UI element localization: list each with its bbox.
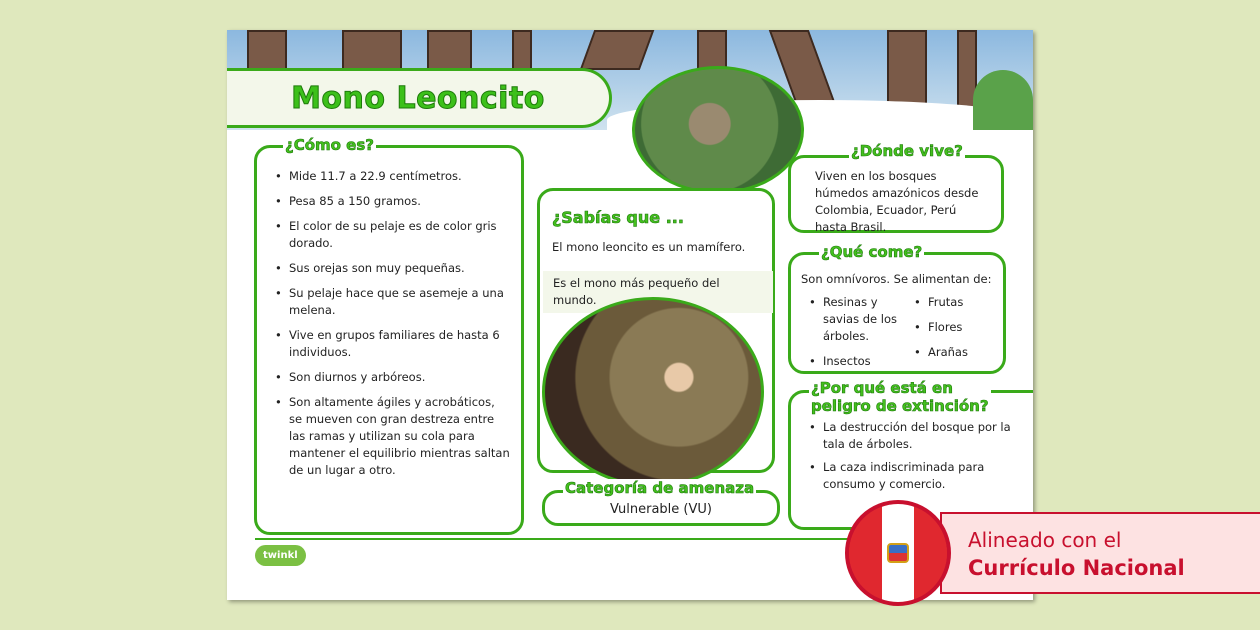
food-item: • Resinas y savias de los árboles. [801, 294, 906, 345]
peligro-heading-line1: ¿Por qué está en [811, 379, 953, 397]
que-come-intro: Son omnívoros. Se alimentan de: [801, 272, 992, 286]
monkey-photo [542, 297, 764, 487]
donde-heading: ¿Dónde vive? [851, 142, 963, 160]
sabias-heading: ¿Sabías que ... [552, 208, 684, 227]
list-item: • Mide 11.7 a 22.9 centímetros. [267, 168, 511, 185]
fact-1: El mono leoncito es un mamífero. [552, 240, 746, 254]
peligro-heading [809, 379, 991, 415]
list-item: • Su pelaje hace que se asemeje a una melena. [267, 285, 511, 319]
list-item: • El color de su pelaje es de color gris dorado. [267, 218, 511, 252]
badge-line1: Alineado con el [968, 528, 1122, 552]
categoria-heading: Categoría de amenaza [565, 479, 755, 497]
que-come-heading: ¿Qué come? [821, 243, 923, 261]
donde-text: Viven en los bosques húmedos amazónicos desde Colombia, Ecuador, Perú hasta Brasil. [815, 169, 979, 234]
twinkl-logo: twinkl [255, 545, 306, 566]
food-item: • Frutas [906, 294, 968, 311]
list-item: • Sus orejas son muy pequeñas. [267, 260, 511, 277]
donde-vive-box [788, 142, 1004, 234]
peru-flag-icon [845, 500, 951, 606]
food-item: • Arañas [906, 344, 968, 361]
como-es-box [254, 136, 524, 535]
como-es-heading: ¿Cómo es? [285, 136, 374, 154]
page-title: Mono Leoncito [291, 80, 545, 116]
coat-of-arms-icon [887, 543, 909, 563]
que-come-box [788, 243, 1006, 374]
curriculum-badge [940, 512, 1260, 594]
title-banner [227, 68, 612, 128]
monkey-illustration [632, 66, 804, 194]
peligro-heading-line2: peligro de extinción? [811, 397, 989, 415]
fact-2: Es el mono más pequeño del mundo. [543, 271, 773, 313]
list-item: • La caza indiscriminada para consumo y comercio. [801, 459, 1015, 493]
list-item: • Pesa 85 a 150 gramos. [267, 193, 511, 210]
categoria-box [542, 479, 780, 526]
food-item: • Flores [906, 319, 968, 336]
badge-line2: Currículo Nacional [968, 556, 1185, 580]
list-item: • Vive en grupos familiares de hasta 6 individuos. [267, 327, 511, 361]
list-item: • Son altamente ágiles y acrobáticos, se mueven con gran destreza entre las ramas y utilizan su cola para mantener el equilibrio mientras saltan de un lugar a otro. [267, 394, 511, 479]
list-item: • Son diurnos y arbóreos. [267, 369, 511, 386]
food-item: • Insectos [801, 353, 906, 370]
categoria-value: Vulnerable (VU) [610, 502, 712, 517]
list-item: • La destrucción del bosque por la tala de árboles. [801, 419, 1015, 453]
